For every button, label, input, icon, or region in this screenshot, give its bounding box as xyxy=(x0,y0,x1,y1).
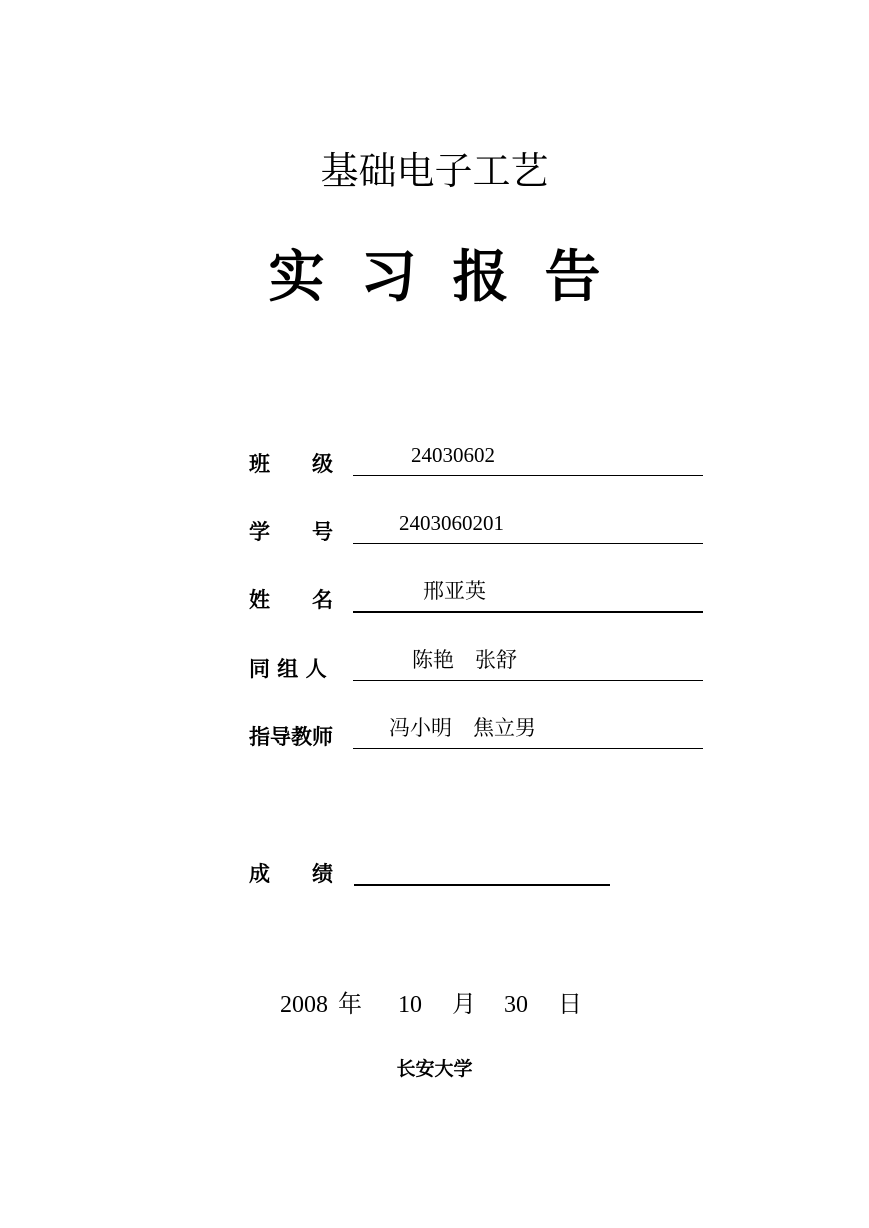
student-id-label: 学 号 xyxy=(249,520,333,544)
date-day-unit: 日 xyxy=(558,992,582,1018)
school-name: 长安大学 xyxy=(396,1058,473,1080)
grade-label: 成 绩 xyxy=(249,862,333,886)
name-field xyxy=(353,579,703,613)
date-year-unit: 年 xyxy=(338,992,362,1018)
group-members-field xyxy=(353,648,703,681)
class-field xyxy=(353,443,703,476)
group-members-label: 同 组 人 xyxy=(249,657,327,681)
date-month: 10 xyxy=(398,992,422,1018)
group-members-value: 陈艳 张舒 xyxy=(412,648,517,672)
grade-field xyxy=(354,862,610,886)
date-year: 2008 xyxy=(280,992,328,1018)
date-month-unit: 月 xyxy=(452,992,476,1018)
name-value: 邢亚英 xyxy=(423,579,486,603)
class-value: 24030602 xyxy=(411,443,495,467)
report-title: 实习报告 xyxy=(268,244,637,310)
date-day: 30 xyxy=(504,992,528,1018)
student-id-value: 2403060201 xyxy=(399,511,504,535)
advisors-field xyxy=(353,716,703,749)
report-date xyxy=(280,984,582,1019)
subject-title: 基础电子工艺 xyxy=(320,149,549,193)
advisors-value: 冯小明 焦立男 xyxy=(389,716,536,740)
advisors-label: 指导教师 xyxy=(249,725,333,749)
student-id-field xyxy=(353,511,703,544)
name-label: 姓 名 xyxy=(249,588,333,612)
class-label: 班 级 xyxy=(249,452,333,476)
